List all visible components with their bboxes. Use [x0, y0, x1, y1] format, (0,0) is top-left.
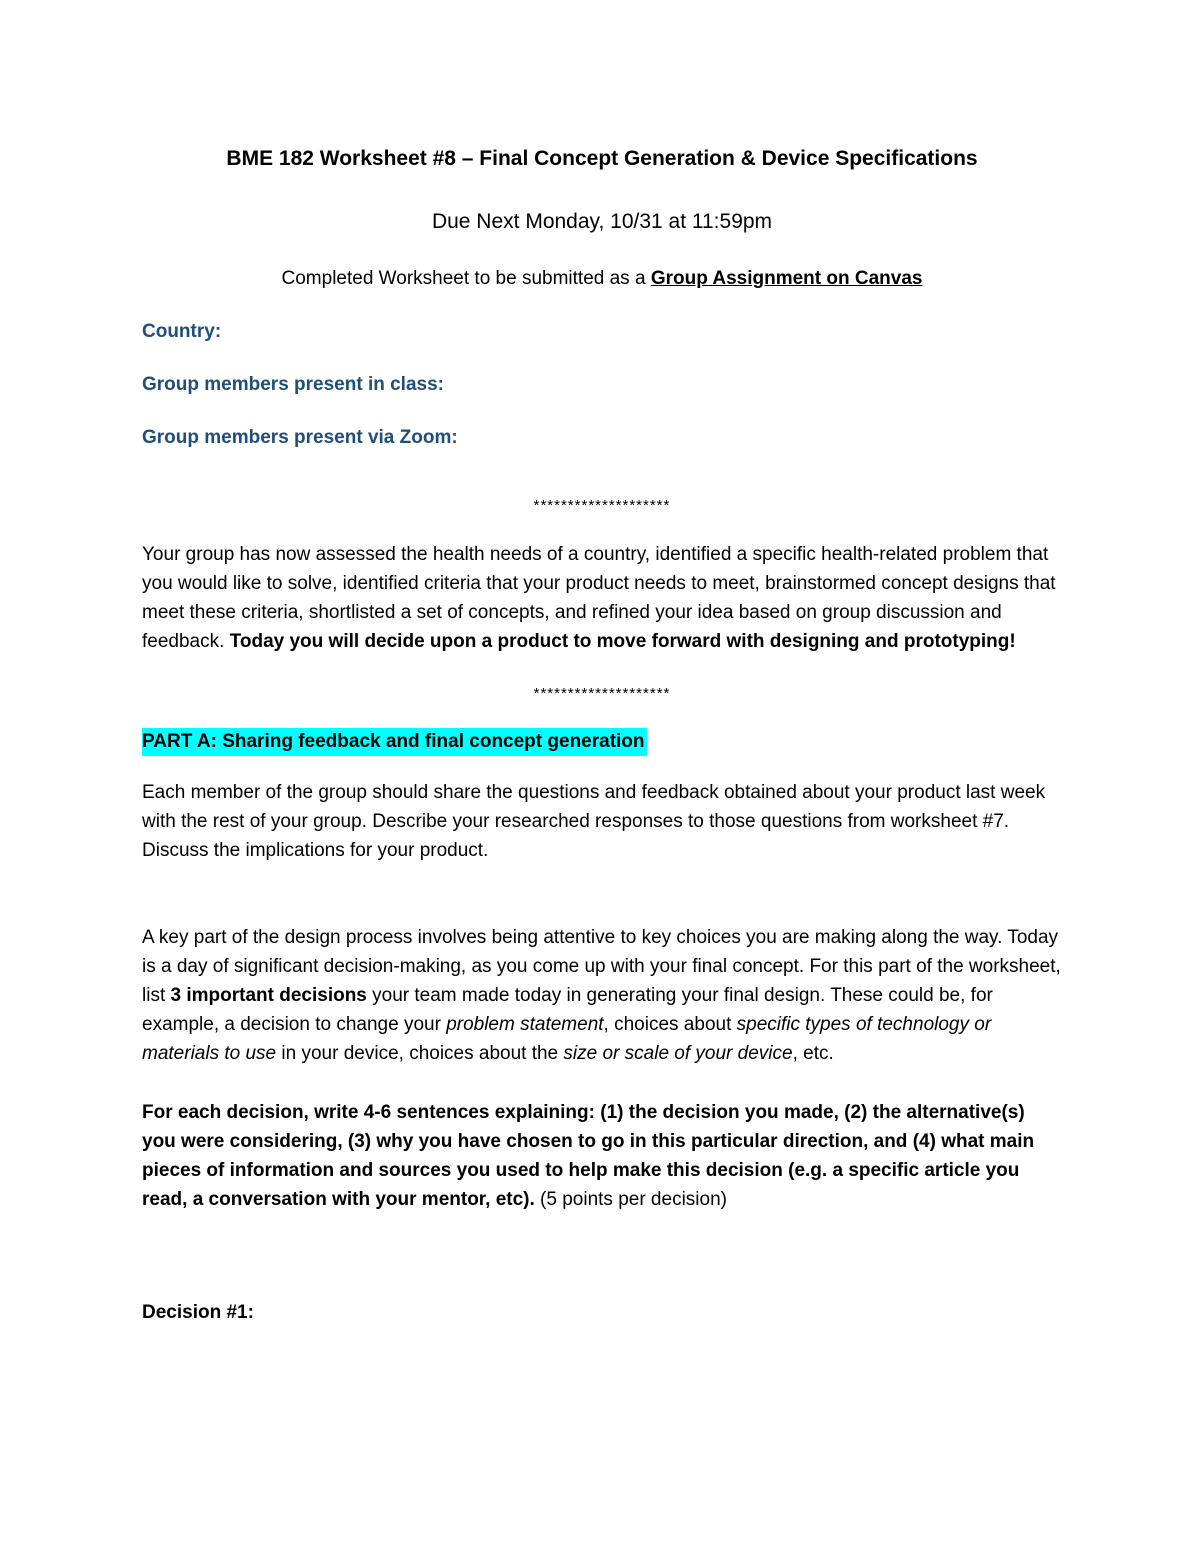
- decisions-bold: 3 important decisions: [170, 985, 367, 1006]
- decisions-text-2: your team made today in generating your final design. These could be, for example, a decision to change your: [142, 985, 993, 1035]
- submission-prefix: Completed Worksheet to be submitted as a: [281, 268, 651, 289]
- instructions-points: (5 points per decision): [534, 1189, 727, 1210]
- intro-bold-text: Today you will decide upon a product to move forward with designing and prototyping!: [229, 631, 1016, 652]
- submission-note: [142, 260, 1062, 298]
- part-a-heading: PART A: Sharing feedback and final concept generation: [142, 728, 647, 756]
- separator-bottom: ********************: [533, 685, 671, 702]
- worksheet-title: BME 182 Worksheet #8 – Final Concept Generation & Device Specifications: [226, 147, 978, 170]
- submission-emphasis: Group Assignment on Canvas: [650, 268, 923, 289]
- feedback-paragraph: Each member of the group should share the questions and feedback obtained about your product last week with the rest of your group. Describe your researched responses to those questions from worksheet #7. Discuss the implications for your product.: [142, 782, 1046, 861]
- decisions-text-4: in your device, choices about the: [276, 1043, 564, 1064]
- due-date: Due Next Monday, 10/31 at 11:59pm: [431, 210, 773, 233]
- decisions-italic-2: specific types of technology or materials to use: [142, 1014, 992, 1064]
- instructions-paragraph: [142, 1098, 1062, 1214]
- decisions-italic-3: size or scale of your device: [563, 1043, 793, 1064]
- decision-1-label: Decision #1:: [142, 1302, 254, 1323]
- decisions-paragraph: [142, 923, 1062, 1068]
- separator-top: ********************: [533, 497, 671, 514]
- worksheet-page: [142, 140, 1062, 1328]
- decisions-text-3: , choices about: [603, 1014, 737, 1035]
- intro-text: Your group has now assessed the health needs of a country, identified a specific health-related problem that you would like to solve, identified criteria that your product needs to meet, brainstormed concept designs that meet these criteria, shortlisted a set of concepts, and refined your idea based on group discussion and feedback.: [142, 544, 1056, 652]
- present-in-class-label: Group members present in class:: [142, 374, 444, 395]
- intro-paragraph: [142, 540, 1062, 656]
- country-field-label: Country:: [142, 321, 222, 342]
- decisions-text-5: , etc.: [792, 1043, 834, 1064]
- present-via-zoom-label: Group members present via Zoom:: [142, 427, 458, 448]
- decisions-text-1: A key part of the design process involves being attentive to key choices you are making along the way. Today is a day of significant decision-making, as you come up with your final concept. For this part of the worksheet, list: [142, 927, 1061, 1006]
- instructions-bold: For each decision, write 4-6 sentences explaining: (1) the decision you made, (2) the alternative(s) you were considering, (3) why you have chosen to go in this particular direction, and (4) what main pieces of information and sources you used to help make this decision (e.g. a specific article you read, a conversation with your mentor, etc).: [142, 1102, 1035, 1210]
- decisions-italic-1: problem statement: [446, 1014, 604, 1035]
